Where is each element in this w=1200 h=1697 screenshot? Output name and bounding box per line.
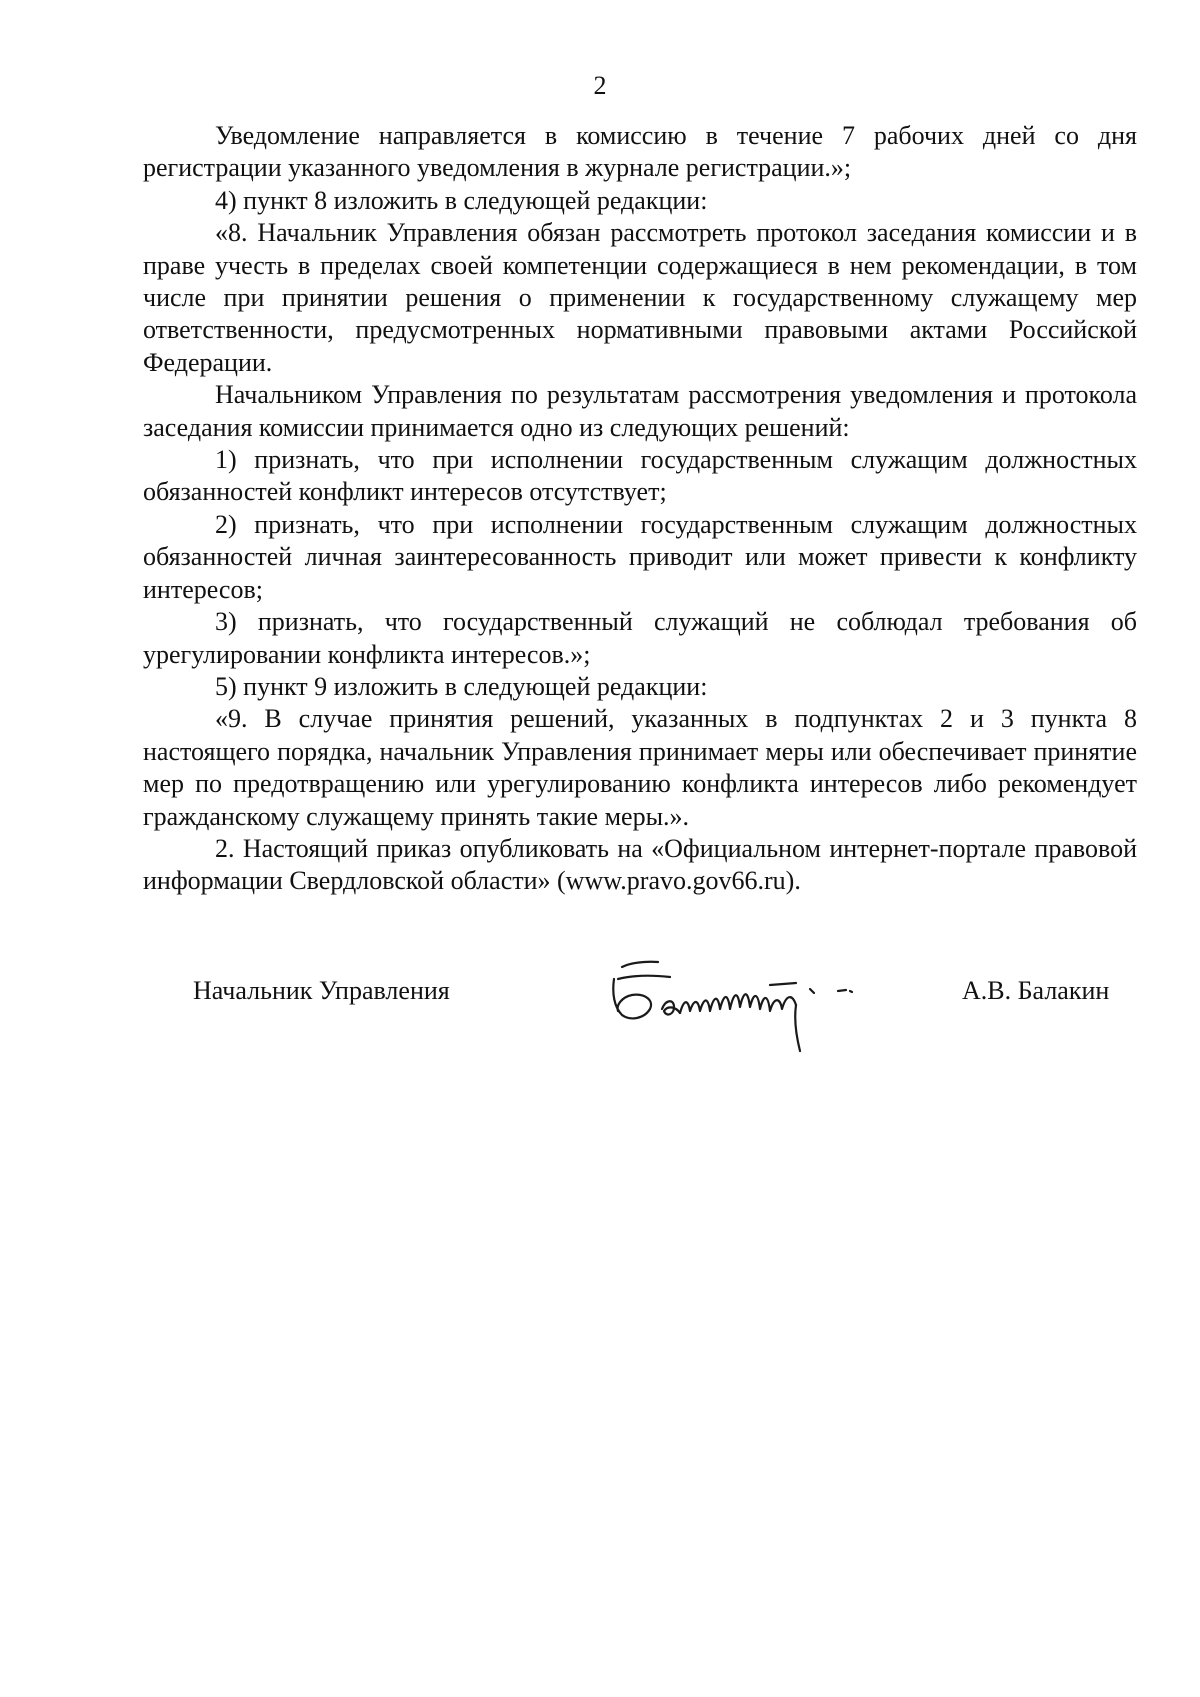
page-number: 2: [593, 71, 607, 100]
paragraph-item-4: 4) пункт 8 изложить в следующей редакции:: [215, 185, 708, 215]
paragraph-decision-2: 2) признать, что при исполнении государственным служащим должностных обязанностей личная заинтересованность приводит или может привести к конфликту интересов;: [143, 509, 1137, 604]
signature-block: [0, 935, 1200, 1055]
paragraph-item-5: 5) пункт 9 изложить в следующей редакции:: [215, 671, 708, 701]
signer-title: Начальник Управления: [193, 976, 450, 1005]
paragraph-publication: 2. Настоящий приказ опубликовать на «Официальном интернет-портале правовой информации Свердловской области» (www.pravo.gov66.ru).: [143, 833, 1137, 896]
paragraph-notification-deadline: Уведомление направляется в комиссию в течение 7 рабочих дней со дня регистрации указанного уведомления в журнале регистрации.»;: [143, 121, 1137, 183]
paragraph-decision-3: 3) признать, что государственный служащий не соблюдал требования об урегулировании конфликта интересов.»;: [143, 607, 1137, 669]
paragraph-decision-1: 1) признать, что при исполнении государственным служащим должностных обязанностей конфликт интересов отсутствует;: [143, 445, 1137, 507]
paragraph-point-8: «8. Начальник Управления обязан рассмотреть протокол заседания комиссии и в праве учесть в пределах своей компетенции содержащиеся в нем рекомендации, в том числе при принятии решения о применении к государственному служащему мер ответственности, предусмотренных нормативными правовыми актами Российской Федерации.: [143, 218, 1137, 377]
paragraph-decisions-intro: Начальником Управления по результатам рассмотрения уведомления и протокола заседания комиссии принимается одно из следующих решений:: [143, 380, 1137, 442]
signer-name: А.В. Балакин: [962, 976, 1110, 1005]
document-body: [143, 120, 1137, 898]
handwritten-signature: [600, 935, 910, 1055]
paragraph-point-9: «9. В случае принятия решений, указанных в подпунктах 2 и 3 пункта 8 настоящего порядка, начальник Управления принимает меры или обеспечивает принятие мер по предотвращению или урегулированию конфликта интересов либо рекомендует гражданскому служащему принять такие меры.».: [143, 704, 1137, 831]
